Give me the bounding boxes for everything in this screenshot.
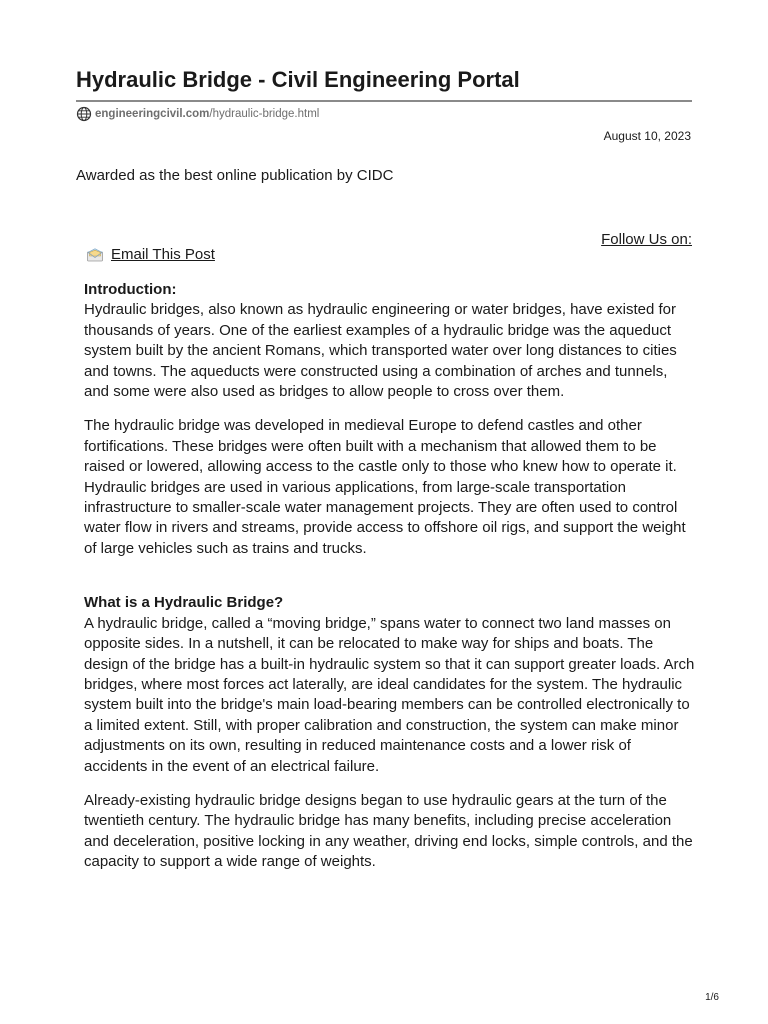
email-icon (86, 247, 104, 263)
article-body (84, 280, 696, 887)
award-banner: Awarded as the best online publication by CIDC (76, 167, 394, 184)
title-divider (76, 100, 692, 102)
what-paragraph-1 (84, 593, 696, 777)
follow-us-link[interactable]: Follow Us on: (601, 231, 692, 248)
what-text-1: A hydraulic bridge, called a “moving bridge,” spans water to connect two land masses on opposite sides. In a nutshell, it can be relocated to make way for ships and boats. The design of the bridge has a built-in hydraulic system so that it can support greater loads. Arch bridges, where most forces act laterally, are ideal candidates for the system. The hydraulic system built into the bridge's main load-bearing members can be controlled electronically to a limited extent. Still, with proper calibration and construction, the system can make minor adjustments on its own, resulting in reduced maintenance costs and a lower risk of accidents in the event of an electrical failure. (84, 614, 695, 775)
intro-text-1: Hydraulic bridges, also known as hydraulic engineering or water bridges, have existed for thousands of years. One of the earliest examples of a hydraulic bridge was the aqueduct system built by the ancient Romans, which transported water over long distances to cities and towns. The aqueducts were constructed using a combination of arches and tunnels, and some were also used as bridges to allow people to cross over them. (84, 301, 677, 401)
source-domain[interactable]: engineeringcivil.com (95, 108, 210, 120)
intro-paragraph-1 (84, 280, 696, 402)
globe-icon (76, 106, 92, 122)
introduction-heading: Introduction: (84, 281, 177, 298)
page-title: Hydraulic Bridge - Civil Engineering Portal (76, 67, 520, 92)
what-paragraph-2: Already-existing hydraulic bridge designs began to use hydraulic gears at the turn of the twentieth century. The hydraulic bridge has many benefits, including precise acceleration and deceleration, positive locking in any weather, driving end locks, simple controls, and the capacity to support a wide range of weights. (84, 791, 693, 871)
source-line[interactable] (76, 106, 319, 122)
intro-paragraph-2: The hydraulic bridge was developed in medieval Europe to defend castles and other fortifications. These bridges were often built with a mechanism that allowed them to be raised or lowered, allowing access to the castle only to those who knew how to operate it. Hydraulic bridges are used in various applications, from large-scale transportation infrastructure to smaller-scale water management projects. They are often used to control water flow in rivers and streams, provide access to offshore oil rigs, and support the weight of large vehicles such as trains and trucks. (84, 417, 686, 557)
email-post-label[interactable]: Email This Post (111, 246, 215, 263)
email-post-link[interactable] (86, 246, 215, 263)
source-path[interactable]: /hydraulic-bridge.html (209, 108, 320, 120)
publish-date: August 10, 2023 (603, 129, 691, 143)
what-is-heading: What is a Hydraulic Bridge? (84, 594, 284, 612)
page-number: 1/6 (705, 992, 719, 1003)
